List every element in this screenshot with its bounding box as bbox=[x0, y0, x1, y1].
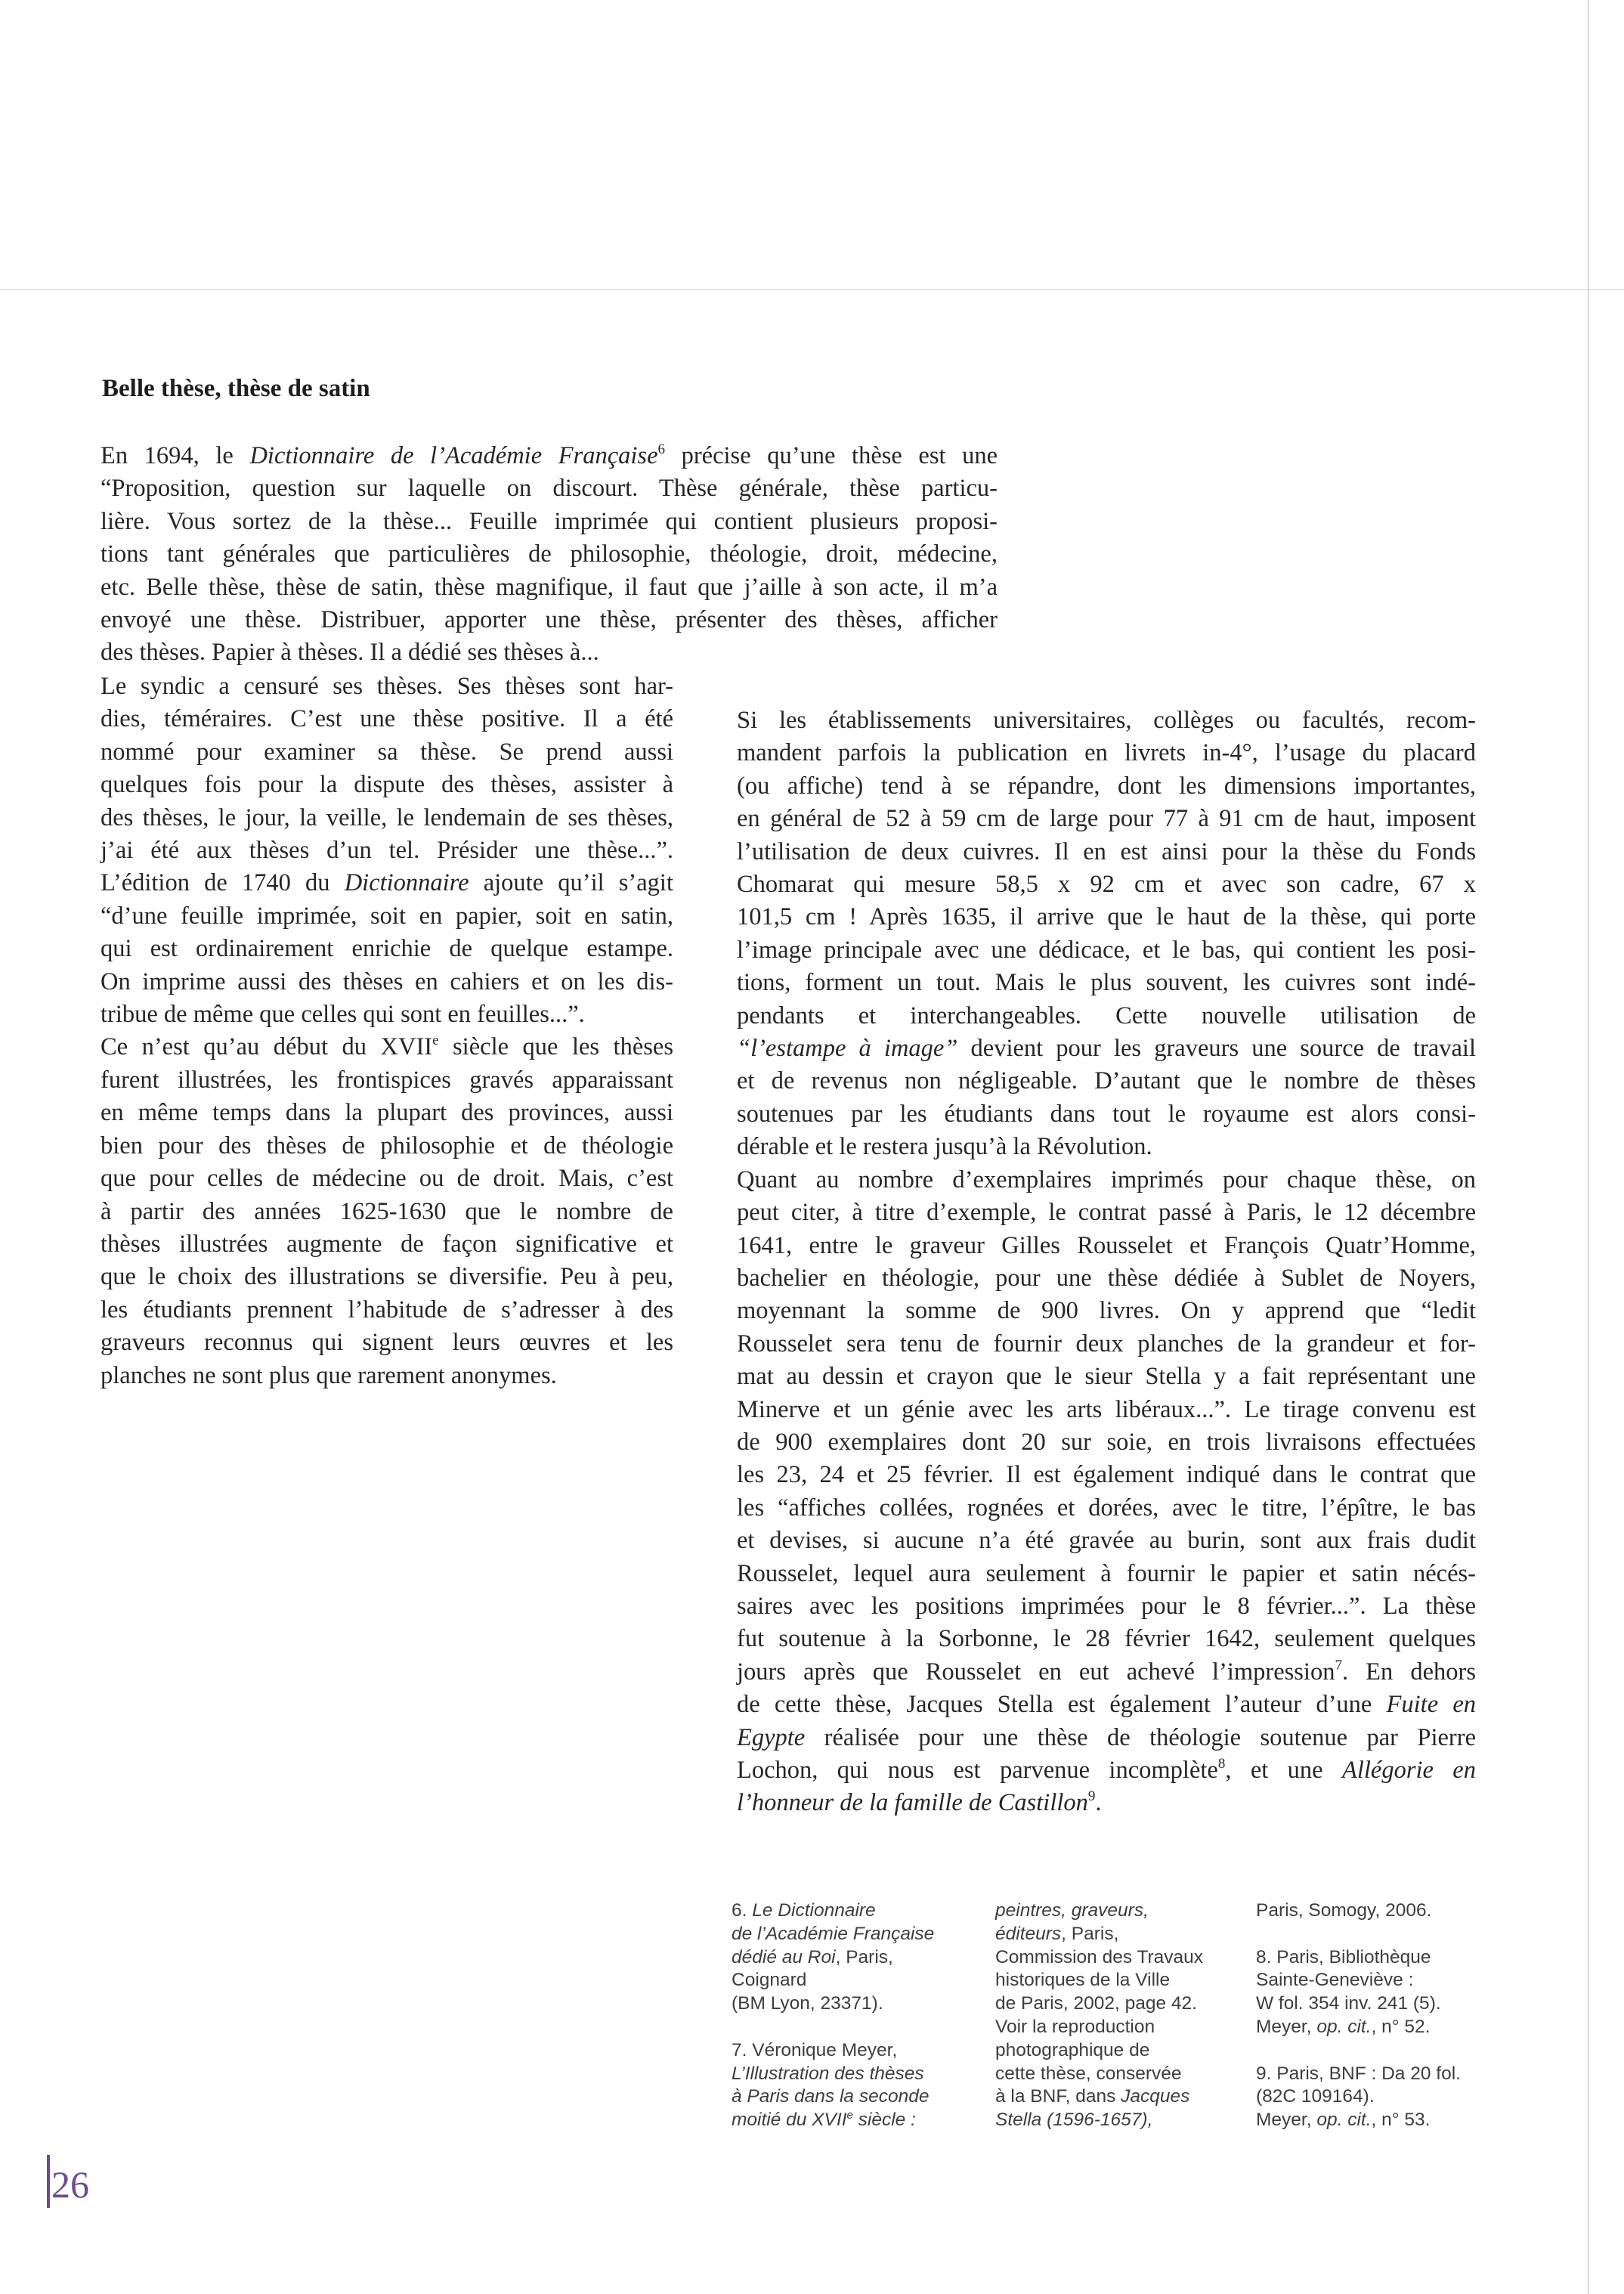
footnote-line: Stella (1596-1657), bbox=[995, 2110, 1153, 2131]
footnote-line: cette thèse, conservée bbox=[995, 2063, 1182, 2084]
top-rule bbox=[0, 289, 1624, 290]
text-line: dies, téméraires. C’est une thèse positive. Il a été bbox=[101, 705, 673, 733]
text-line: “Proposition, question sur laquelle on discourt. Thèse générale, thèse particu- bbox=[101, 475, 998, 503]
text-line: les étudiants prennent l’habitude de s’adresser à des bbox=[101, 1296, 673, 1323]
italic-title: Dictionnaire bbox=[344, 869, 469, 897]
footnote-line: à Paris dans la seconde bbox=[732, 2086, 930, 2107]
text-line: furent illustrées, les frontispices gravés apparaissant bbox=[101, 1066, 673, 1094]
text-line: qui est ordinairement enrichie de quelque estampe. bbox=[101, 935, 673, 963]
text-line: les 23, 24 et 25 février. Il est également indiqué dans le contrat que bbox=[737, 1461, 1476, 1489]
text-line: “d’une feuille imprimée, soit en papier, soit en satin, bbox=[101, 902, 673, 930]
text-line: Egypte réalisée pour une thèse de théologie soutenue par Pierre bbox=[737, 1723, 1476, 1751]
text-line: dérable et le restera jusqu’à la Révolution. bbox=[737, 1133, 1152, 1161]
footnote-line: 9. Paris, BNF : Da 20 fol. bbox=[1256, 2063, 1461, 2084]
footnote-line: historiques de la Ville bbox=[995, 1970, 1171, 1991]
footnote-line: Meyer, op. cit., n° 52. bbox=[1256, 2016, 1431, 2037]
text-line: les “affiches collées, rognées et dorées, avec le titre, l’épître, le bas bbox=[737, 1494, 1476, 1522]
footnote-line: moitié du XVIIe siècle : bbox=[732, 2109, 916, 2131]
text-line: en même temps dans la plupart des provinces, aussi bbox=[101, 1099, 673, 1127]
text-line: quelques fois pour la dispute des thèses, assister à bbox=[101, 771, 673, 799]
text-line: Rousselet sera tenu de fournir deux planches de la grandeur et for- bbox=[737, 1330, 1476, 1358]
footnote-line: photographique de bbox=[995, 2039, 1150, 2060]
footnote-ref: 8 bbox=[1217, 1756, 1226, 1772]
text-line: On imprime aussi des thèses en cahiers et on les dis- bbox=[101, 967, 673, 995]
text-line: “l’estampe à image” devient pour les graveurs une source de travail bbox=[737, 1035, 1476, 1063]
page-number-bar bbox=[47, 2155, 50, 2208]
text-line: Quant au nombre d’exemplaires imprimés pour chaque thèse, on bbox=[737, 1166, 1476, 1193]
italic-title: Dictionnaire de l’Académie Française bbox=[249, 442, 658, 469]
text-line: bien pour des thèses de philosophie et de théologie bbox=[101, 1132, 673, 1159]
footnote-line: de l’Académie Française bbox=[732, 1923, 935, 1944]
text-line: de cette thèse, Jacques Stella est également l’auteur d’une Fuite en bbox=[737, 1691, 1476, 1719]
text-line: l’image principale avec une dédicace, et le bas, qui contient les posi- bbox=[737, 936, 1476, 964]
italic-quote: “l’estampe à image” bbox=[737, 1035, 958, 1063]
text-line: envoyé une thèse. Distribuer, apporter une thèse, présenter des thèses, afficher bbox=[101, 606, 998, 634]
text-line: pendants et interchangeables. Cette nouvelle utilisation de bbox=[737, 1001, 1476, 1029]
text-line: j’ai été aux thèses d’un tel. Présider une thèse...”. bbox=[101, 837, 673, 865]
text-line: 1641, entre le graveur Gilles Rousselet et François Quatr’Homme, bbox=[737, 1231, 1476, 1259]
text-line: mat au dessin et crayon que le sieur Stella y a fait représentant une bbox=[737, 1363, 1476, 1391]
footnote-line: (BM Lyon, 23371). bbox=[732, 1993, 883, 2014]
footnote-line: Commission des Travaux bbox=[995, 1946, 1204, 1967]
text-line: Si les établissements universitaires, collèges ou facultés, recom- bbox=[737, 707, 1476, 734]
text-line: à partir des années 1625-1630 que le nombre de bbox=[101, 1197, 673, 1225]
italic-title: Fuite en bbox=[1386, 1691, 1476, 1719]
italic-title: Allégorie en bbox=[1341, 1757, 1476, 1784]
italic-title: Egypte bbox=[737, 1723, 806, 1751]
footnotes-column-1 bbox=[732, 1899, 934, 2135]
text-line: lière. Vous sortez de la thèse... Feuille imprimée qui contient plusieurs proposi- bbox=[101, 507, 998, 535]
intro-paragraph bbox=[101, 440, 998, 670]
footnote-ref: 7 bbox=[1335, 1657, 1342, 1673]
text-line: nommé pour examiner sa thèse. Se prend aussi bbox=[101, 738, 673, 766]
right-column-text bbox=[737, 704, 1476, 1820]
footnote-line: W fol. 354 inv. 241 (5). bbox=[1256, 1993, 1441, 2014]
text-line: que pour celles de médecine ou de droit. Mais, c’est bbox=[101, 1165, 673, 1193]
text-line: Minerve et un génie avec les arts libéraux...”. Le tirage convenu est bbox=[737, 1395, 1476, 1423]
section-heading: Belle thèse, thèse de satin bbox=[102, 375, 370, 402]
text-line: Chomarat qui mesure 58,5 x 92 cm et avec son cadre, 67 x bbox=[737, 871, 1476, 899]
text-line: L’édition de 1740 du Dictionnaire ajoute qu’il s’agit bbox=[101, 869, 673, 897]
text-line: mandent parfois la publication en livrets in-4°, l’usage du placard bbox=[737, 739, 1476, 767]
century-superscript: e bbox=[432, 1032, 439, 1049]
text-line: tribue de même que celles qui sont en feuilles...”. bbox=[101, 1001, 585, 1029]
text-line: et de revenus non négligeable. D’autant que le nombre de thèses bbox=[737, 1067, 1476, 1095]
text-line: soutenues par les étudiants dans tout le royaume est alors consi- bbox=[737, 1100, 1476, 1128]
footnote-line: L’Illustration des thèses bbox=[732, 2063, 924, 2084]
footnote-line: de Paris, 2002, page 42. bbox=[995, 1993, 1197, 2014]
page-number: 26 bbox=[47, 2155, 89, 2208]
text-line: graveurs reconnus qui signent leurs œuvres et les bbox=[101, 1329, 673, 1357]
footnote-line: Voir la reproduction bbox=[995, 2016, 1155, 2037]
text-line: des thèses, le jour, la veille, le lendemain de ses thèses, bbox=[101, 803, 673, 831]
text-line: des thèses. Papier à thèses. Il a dédié ses thèses à... bbox=[101, 639, 599, 667]
text-line: Le syndic a censuré ses thèses. Ses thèses sont har- bbox=[101, 673, 673, 700]
text-line: jours après que Rousselet en eut achevé l’impression$^7$. En dehors bbox=[737, 1657, 1476, 1686]
text-line: En 1694, le Dictionnaire de l’Académie Française$^6$ précise qu’une thèse est une bbox=[101, 441, 998, 469]
left-column-text bbox=[101, 670, 673, 1392]
footnote-line: dédié au Roi, Paris, bbox=[732, 1946, 893, 1967]
text-line: peut citer, à titre d’exemple, le contrat passé à Paris, le 12 décembre bbox=[737, 1199, 1476, 1227]
text-line: planches ne sont plus que rarement anonymes. bbox=[101, 1361, 557, 1389]
text-line: moyennant la somme de 900 livres. On y apprend que “ledit bbox=[737, 1297, 1476, 1325]
footnote-ref: 9 bbox=[1087, 1788, 1096, 1805]
text-line: de 900 exemplaires dont 20 sur soie, en trois livraisons effectuées bbox=[737, 1428, 1476, 1456]
text-line: et devises, si aucune n’a été gravée au burin, sont aux frais dudit bbox=[737, 1527, 1476, 1555]
text-line: en général de 52 à 59 cm de large pour 77 à 91 cm de haut, imposent bbox=[737, 805, 1476, 833]
footnote-line: 6. Le Dictionnaire bbox=[732, 1900, 876, 1921]
text-line: Ce n’est qu’au début du XVIIe siècle que les thèses bbox=[101, 1032, 673, 1061]
footnotes-column-3 bbox=[1256, 1899, 1461, 2132]
footnote-line: 8. Paris, Bibliothèque bbox=[1256, 1946, 1431, 1967]
footnote-ref: 6 bbox=[657, 441, 666, 457]
text-line: bachelier en théologie, pour une thèse dédiée à Sublet de Noyers, bbox=[737, 1264, 1476, 1292]
text-line: fut soutenue à la Sorbonne, le 28 février 1642, seulement quelques bbox=[737, 1625, 1476, 1653]
text-line: saires avec les positions imprimées pour le 8 février...”. La thèse bbox=[737, 1592, 1476, 1620]
footnote-line: Sainte-Geneviève : bbox=[1256, 1970, 1414, 1991]
text-line: que le choix des illustrations se diversifie. Peu à peu, bbox=[101, 1263, 673, 1291]
footnote-line: (82C 109164). bbox=[1256, 2086, 1375, 2107]
text-line: tions, forment un tout. Mais le plus souvent, les cuivres sont indé- bbox=[737, 969, 1476, 997]
right-margin-rule bbox=[1588, 0, 1589, 2294]
text-line: l’utilisation de deux cuivres. Il en est ainsi pour la thèse du Fonds bbox=[737, 837, 1476, 865]
footnote-line: 7. Véronique Meyer, bbox=[732, 2039, 898, 2060]
footnote-line: Meyer, op. cit., n° 53. bbox=[1256, 2110, 1431, 2131]
footnote-line: à la BNF, dans Jacques bbox=[995, 2086, 1190, 2107]
text-line: tions tant générales que particulières de philosophie, théologie, droit, médecine, bbox=[101, 540, 998, 568]
footnote-line: Paris, Somogy, 2006. bbox=[1256, 1900, 1432, 1921]
text-line: 101,5 cm ! Après 1635, il arrive que le haut de la thèse, qui porte bbox=[737, 903, 1476, 931]
text-line: thèses illustrées augmente de façon significative et bbox=[101, 1230, 673, 1258]
footnote-line: peintres, graveurs, bbox=[995, 1900, 1149, 1921]
text-line: (ou affiche) tend à se répandre, dont les dimensions importantes, bbox=[737, 772, 1476, 800]
italic-title: l’honneur de la famille de Castillon bbox=[737, 1789, 1088, 1817]
footnote-line: éditeurs, Paris, bbox=[995, 1923, 1119, 1944]
text-line: l’honneur de la famille de Castillon$^9$. bbox=[737, 1788, 1102, 1817]
text-line: etc. Belle thèse, thèse de satin, thèse magnifique, il faut que j’aille à son acte, il m’a bbox=[101, 573, 998, 601]
text-line: Rousselet, lequel aura seulement à fournir le papier et satin nécés- bbox=[737, 1559, 1476, 1587]
footnotes-column-2 bbox=[995, 1899, 1203, 2132]
text-line: Lochon, qui nous est parvenue incomplète$^8$, et une Allégorie en bbox=[737, 1756, 1476, 1784]
footnote-line: Coignard bbox=[732, 1970, 807, 1991]
